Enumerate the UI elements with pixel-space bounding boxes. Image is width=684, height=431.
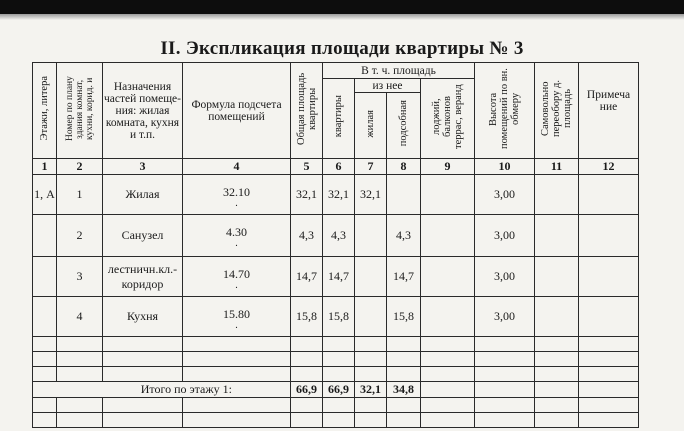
header-loggia: лоджий, балконов террас, веранд	[421, 79, 475, 159]
header-auxiliary: подсобная	[387, 93, 421, 159]
total-living-value: 32,1	[355, 382, 387, 398]
total-area-value: 66,9	[291, 382, 323, 398]
total-row	[33, 382, 639, 398]
scan-edge	[0, 0, 684, 14]
empty-row	[33, 367, 639, 382]
scan-shadow	[0, 14, 684, 20]
empty-row	[33, 337, 639, 352]
header-note: Примеча ние	[579, 63, 639, 159]
empty-row	[33, 398, 639, 413]
header-floor: Этажи, литера	[33, 63, 57, 159]
header-total-area: Общая площадь квартиры	[291, 63, 323, 159]
total-label: Итого по этажу 1:	[33, 382, 291, 398]
column-numbers-row: 1 2 3 4 5 6 7 8 9 10 11 12	[33, 159, 639, 175]
document-title: II. Экспликация площади квартиры № 3	[160, 38, 524, 59]
header-apartment: квартиры	[323, 79, 355, 159]
header-formula: Формула подсчета помещений	[183, 63, 291, 159]
table-row: 2 Санузел 4.30 . 4,3 4,3 4,3 3,00	[33, 215, 639, 257]
table-row: 4 Кухня 15.80 . 15,8 15,8 15,8 3,00	[33, 297, 639, 337]
empty-row	[33, 413, 639, 428]
table-row: 1, А 1 Жилая 32.10 . 32,1 32,1 32,1 3,00	[33, 175, 639, 215]
total-apartment-value: 66,9	[323, 382, 355, 398]
area-explication-table	[32, 62, 639, 428]
empty-row	[33, 352, 639, 367]
header-unauthorized: Самовольно переобору д. площадь	[535, 63, 579, 159]
header-living: жилая	[355, 93, 387, 159]
total-aux-value: 34,8	[387, 382, 421, 398]
header-incl-area: В т. ч. площадь	[323, 63, 475, 79]
header-of-which: из нее	[355, 79, 421, 93]
header-room-no: Номер по плану здания комнат, кухни, корид. и	[57, 63, 103, 159]
header-purpose: Назначения частей помеще-ния: жилая комната, кухня и т.п.	[103, 63, 183, 159]
header-height: Высота помещений по вн. обмеру	[475, 63, 535, 159]
table-row: 3 лестничн.кл.-коридор 14.70 . 14,7 14,7 14,7 3,00	[33, 257, 639, 297]
